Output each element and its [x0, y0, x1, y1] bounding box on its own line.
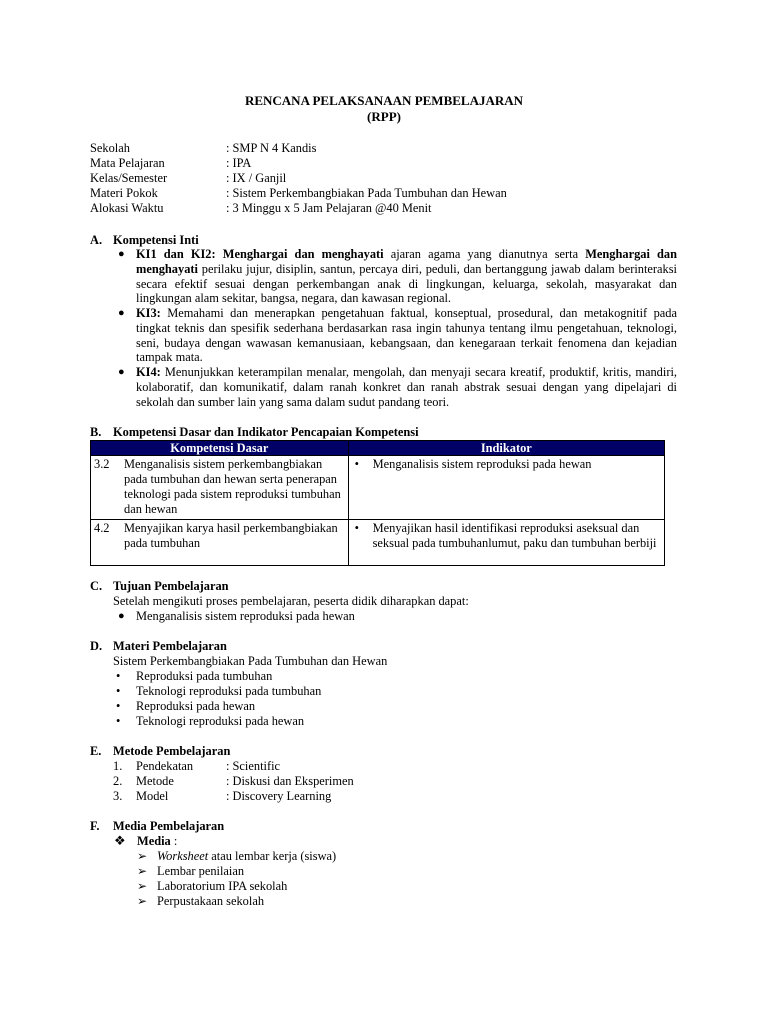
arrow-bullet-icon: ➢ [137, 849, 148, 863]
identity-label: Alokasi Waktu [90, 201, 164, 215]
media-item-italic: Worksheet [157, 849, 209, 863]
competency-table [90, 440, 665, 566]
list-number: 3. [113, 789, 123, 803]
section-c-title: Tujuan Pembelajaran [113, 579, 229, 593]
indikator-text: Menganalisis sistem reproduksi pada hewan [372, 457, 592, 471]
list-item: Lembar penilaian [157, 864, 245, 878]
section-b-title: Kompetensi Dasar dan Indikator Pencapaian Kompetensi [113, 425, 419, 439]
table-header-row [91, 441, 665, 456]
kd-text: Menganalisis sistem perkembangbiakan pada tumbuhan dan hewan serta penerapan teknologi pada sistem reproduksi tumbuhan dan hewan [124, 457, 341, 516]
section-f-title: Media Pembelajaran [113, 819, 225, 833]
section-d-letter: D. [90, 639, 103, 653]
list-item: Menganalisis sistem reproduksi pada hewan [136, 609, 355, 623]
ki12-emphasis-2: Menghargai dan menghayati [136, 247, 677, 276]
ki12-paragraph [136, 247, 677, 306]
section-f-letter: F. [90, 819, 100, 833]
table-cell-indikator [348, 456, 664, 520]
bullet-icon: • [116, 669, 121, 683]
table-row [91, 456, 665, 520]
bullet-icon: ● [118, 307, 125, 319]
diamond-bullet-icon: ❖ [114, 833, 126, 848]
table-row [91, 520, 665, 566]
section-a-letter: A. [90, 233, 103, 247]
kd-text: Menyajikan karya hasil perkembangbiakan pada tumbuhan [124, 521, 338, 550]
arrow-bullet-icon: ➢ [137, 879, 148, 893]
ki12-label: KI1 dan KI2: [136, 247, 216, 261]
list-item [157, 849, 336, 864]
list-item: Teknologi reproduksi pada hewan [136, 714, 305, 728]
table-cell-kd [91, 456, 349, 520]
list-item: Laboratorium IPA sekolah [157, 879, 288, 893]
table-header-kd: Kompetensi Dasar [91, 441, 349, 456]
ki12-text-1: ajaran agama yang dianutnya serta [390, 247, 579, 261]
identity-label: Sekolah [90, 141, 130, 155]
ki4-paragraph [136, 365, 677, 409]
table-header-indikator: Indikator [348, 441, 664, 456]
section-c-letter: C. [90, 579, 103, 593]
ki3-text: Memahami dan menerapkan pengetahuan faktual, konseptual, prosedural, dan metakognitif pada tingkat teknis dan spesifik sederhana berdasarkan rasa ingin tahunya tentang ilmu pengetahuan, teknologi, seni, budaya dengan wawasan kemanusiaan, kebangsaan, dan kenegaraan terkait fenomena dan kejadian tampak mata. [136, 306, 677, 365]
identity-label: Materi Pokok [90, 186, 158, 200]
list-item: Reproduksi pada hewan [136, 699, 256, 713]
bullet-icon: • [116, 684, 121, 698]
section-c-intro: Setelah mengikuti proses pembelajaran, peserta didik diharapkan dapat: [113, 594, 469, 608]
ki3-paragraph [136, 306, 677, 365]
media-label: Media [137, 834, 171, 848]
section-b-letter: B. [90, 425, 102, 439]
identity-value: : IX / Ganjil [226, 171, 287, 185]
method-value: : Diskusi dan Eksperimen [226, 774, 354, 788]
bullet-icon: • [116, 714, 121, 728]
identity-label: Mata Pelajaran [90, 156, 165, 170]
bullet-icon: • [354, 457, 359, 471]
kd-number: 4.2 [94, 521, 110, 535]
section-d-title: Materi Pembelajaran [113, 639, 227, 653]
ki12-text-2: perilaku jujur, disiplin, santun, percaya diri, peduli, dan bertanggung jawab dalam berinteraksi secara efektif sesuai dengan perkembangan anak di lingkungan, keluarga, sekolah, masyarakat dan lingkungan alam sekitar, bangsa, negara, dan kawasan regional. [136, 261, 677, 306]
ki12-emphasis-1: Menghargai dan menghayati [222, 247, 384, 261]
identity-value: : 3 Minggu x 5 Jam Pelajaran @40 Menit [226, 201, 432, 215]
media-item-text: atau lembar kerja (siswa) [208, 849, 337, 863]
bullet-icon: ● [118, 248, 125, 260]
list-item: Reproduksi pada tumbuhan [136, 669, 273, 683]
method-label: Metode [136, 774, 174, 788]
list-item: Perpustakaan sekolah [157, 894, 265, 908]
bullet-icon: ● [118, 610, 125, 622]
method-label: Pendekatan [136, 759, 194, 773]
arrow-bullet-icon: ➢ [137, 894, 148, 908]
list-item: Teknologi reproduksi pada tumbuhan [136, 684, 322, 698]
section-e-title: Metode Pembelajaran [113, 744, 231, 758]
list-number: 2. [113, 774, 123, 788]
table-cell-kd [91, 520, 349, 566]
media-heading [137, 834, 177, 849]
bullet-icon: ● [118, 366, 125, 378]
bullet-icon: • [354, 521, 359, 535]
ki4-text: Menunjukkan keterampilan menalar, mengolah, dan menyaji secara kreatif, produktif, kritis, mandiri, kolaboratif, dan komunikatif, dalam ranah konkret dan ranah abstrak sesuai dengan yang dipelajari di sekolah dan sumber lain yang sama dalam sudut pandang teori. [136, 365, 677, 409]
section-d-intro: Sistem Perkembangbiakan Pada Tumbuhan dan Hewan [113, 654, 388, 668]
section-a-title: Kompetensi Inti [113, 233, 199, 247]
section-e-letter: E. [90, 744, 102, 758]
identity-value: : IPA [226, 156, 252, 170]
ki4-label: KI4: [136, 365, 161, 379]
document-subtitle: (RPP) [367, 109, 401, 124]
kd-number: 3.2 [94, 457, 110, 471]
identity-value: : Sistem Perkembangbiakan Pada Tumbuhan dan Hewan [226, 186, 507, 200]
media-colon: : [170, 834, 178, 848]
bullet-icon: • [116, 699, 121, 713]
arrow-bullet-icon: ➢ [137, 864, 148, 878]
list-number: 1. [113, 759, 123, 773]
method-value: : Discovery Learning [226, 789, 332, 803]
method-value: : Scientific [226, 759, 281, 773]
document-title: RENCANA PELAKSANAAN PEMBELAJARAN [244, 93, 524, 108]
indikator-text: Menyajikan hasil identifikasi reproduksi aseksual dan seksual pada tumbuhanlumut, paku dan tumbuhan berbiji [372, 521, 657, 550]
table-cell-indikator [348, 520, 664, 566]
ki3-label: KI3: [136, 306, 161, 320]
identity-label: Kelas/Semester [90, 171, 168, 185]
method-label: Model [136, 789, 169, 803]
identity-value: : SMP N 4 Kandis [226, 141, 317, 155]
